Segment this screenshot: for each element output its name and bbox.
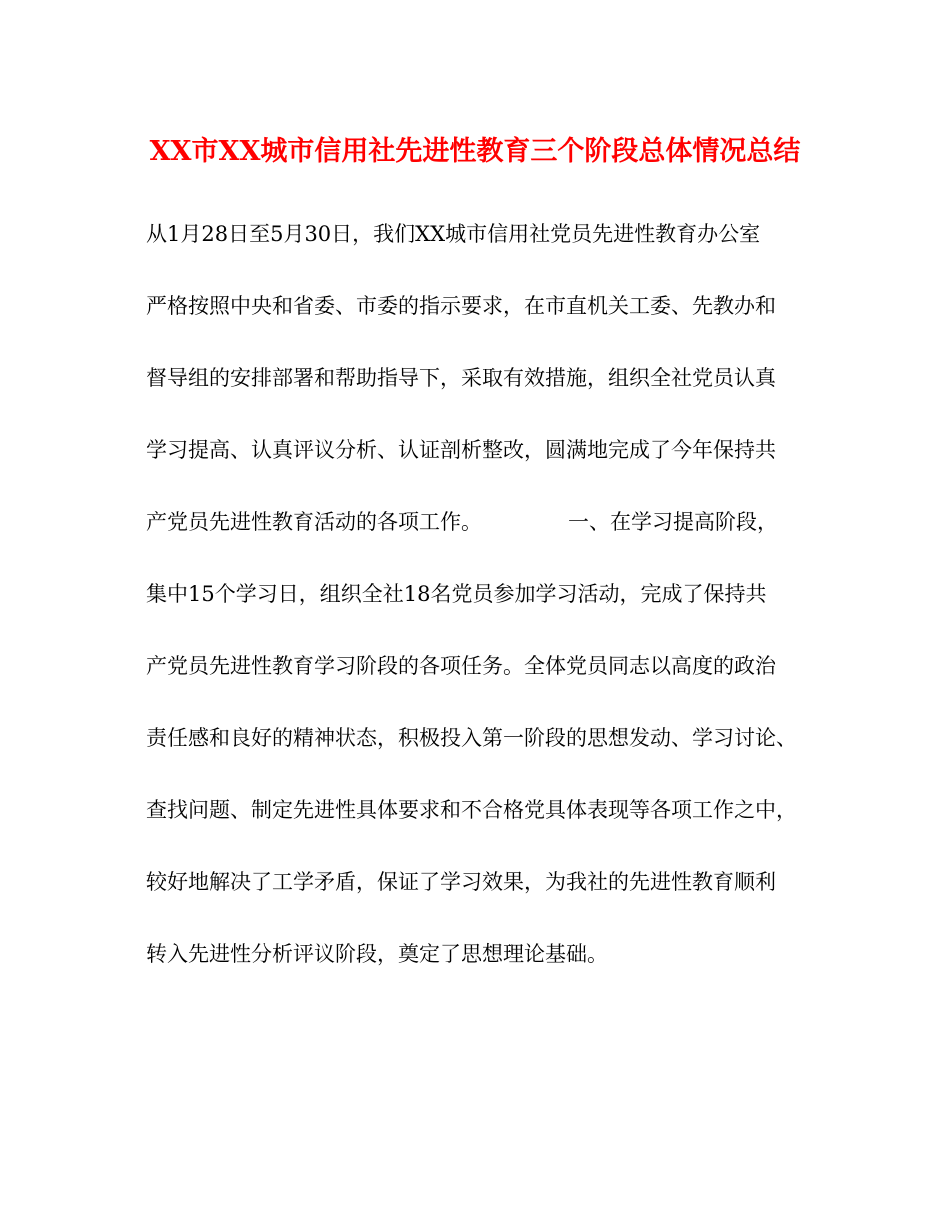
paragraph-line: 严格按照中央和省委、市委的指示要求，在市直机关工委、先教办和 — [146, 294, 776, 318]
paragraph-line — [146, 507, 778, 537]
paragraph-line: 集中15个学习日，组织全社18名党员参加学习活动，完成了保持共 — [146, 582, 767, 606]
paragraph-line: 从1月28日至5月30日，我们XX城市信用社党员先进性教育办公室 — [146, 222, 761, 246]
paragraph-line: 责任感和良好的精神状态，积极投入第一阶段的思想发动、学习讨论、 — [146, 726, 797, 750]
paragraph-line: 督导组的安排部署和帮助指导下，采取有效措施，组织全社党员认真 — [146, 366, 776, 390]
paragraph-line-end: 产党员先进性教育活动的各项工作。 — [146, 510, 482, 534]
paragraph-line: 产党员先进性教育学习阶段的各项任务。全体党员同志以高度的政治 — [146, 654, 776, 678]
document-title: XX市XX城市信用社先进性教育三个阶段总体情况总结 — [149, 136, 801, 167]
paragraph-line: 查找问题、制定先进性具体要求和不合格党具体表现等各项工作之中， — [146, 798, 797, 822]
paragraph-line: 学习提高、认真评议分析、认证剖析整改，圆满地完成了今年保持共 — [146, 438, 776, 462]
paragraph-line: 较好地解决了工学矛盾，保证了学习效果，为我社的先进性教育顺利 — [146, 870, 776, 894]
section-heading-start: 一、在学习提高阶段， — [568, 510, 778, 534]
paragraph-line: 转入先进性分析评议阶段，奠定了思想理论基础。 — [146, 942, 608, 966]
